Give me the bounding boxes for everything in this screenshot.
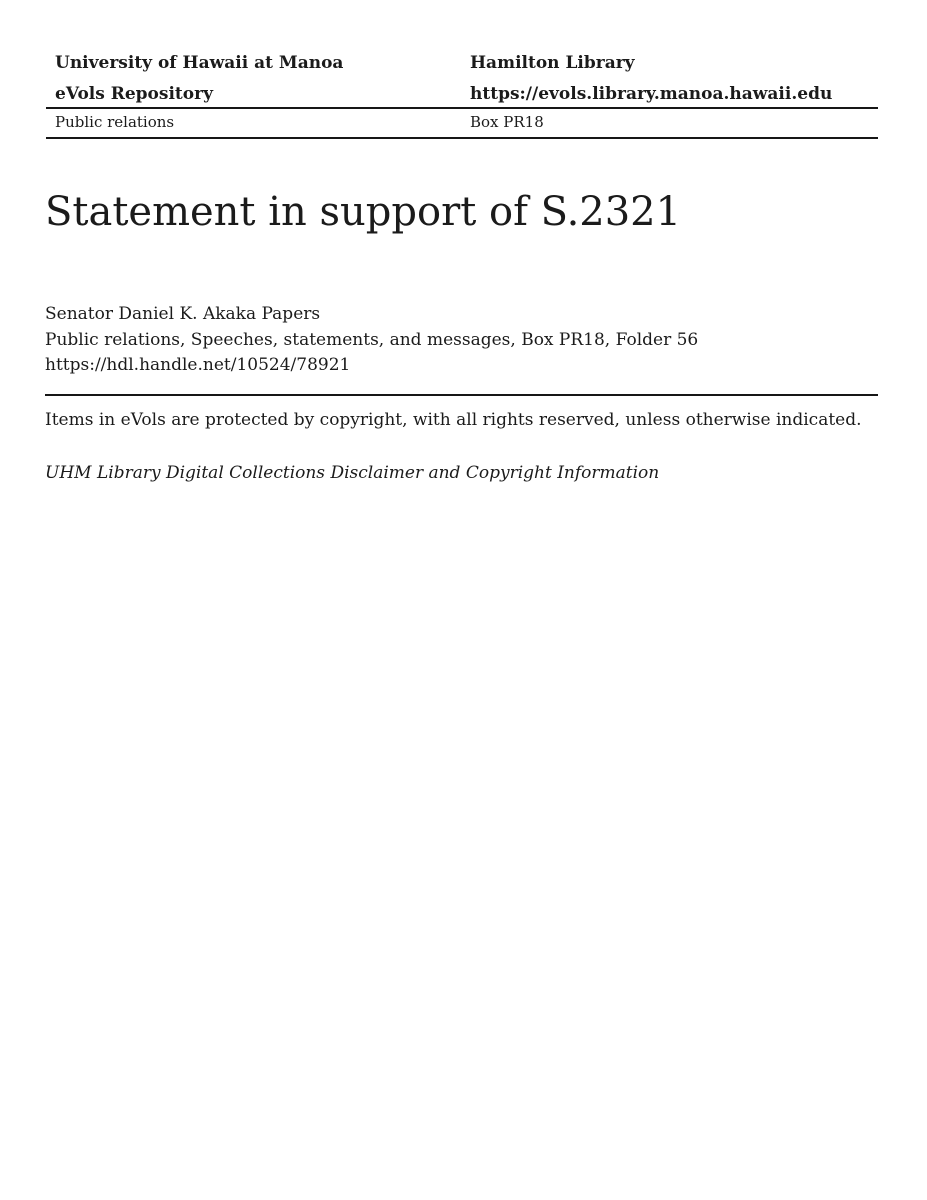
header-library: Hamilton Library <box>470 53 635 73</box>
collection-name: Senator Daniel K. Akaka Papers <box>45 304 321 324</box>
citation-block <box>45 302 698 379</box>
header-repository: eVols Repository <box>55 84 213 104</box>
rights-statement: Items in eVols are protected by copyright, with all rights reserved, unless otherwise indicated. <box>45 410 862 430</box>
header-series: Public relations <box>55 113 175 131</box>
disclaimer-link[interactable]: UHM Library Digital Collections Disclaimer and Copyright Information <box>45 463 660 483</box>
header-divider-top <box>46 107 878 109</box>
header-box: Box PR18 <box>470 113 544 131</box>
header-divider-bottom <box>46 137 878 139</box>
handle-url[interactable]: https://hdl.handle.net/10524/78921 <box>45 355 351 376</box>
document-title: Statement in support of S.2321 <box>45 189 682 235</box>
header-institution: University of Hawaii at Manoa <box>55 53 344 73</box>
footer-divider <box>45 394 878 396</box>
header-repository-url[interactable]: https://evols.library.manoa.hawaii.edu <box>470 84 833 104</box>
citation-line: Public relations, Speeches, statements, and messages, Box PR18, Folder 56 <box>45 329 699 350</box>
